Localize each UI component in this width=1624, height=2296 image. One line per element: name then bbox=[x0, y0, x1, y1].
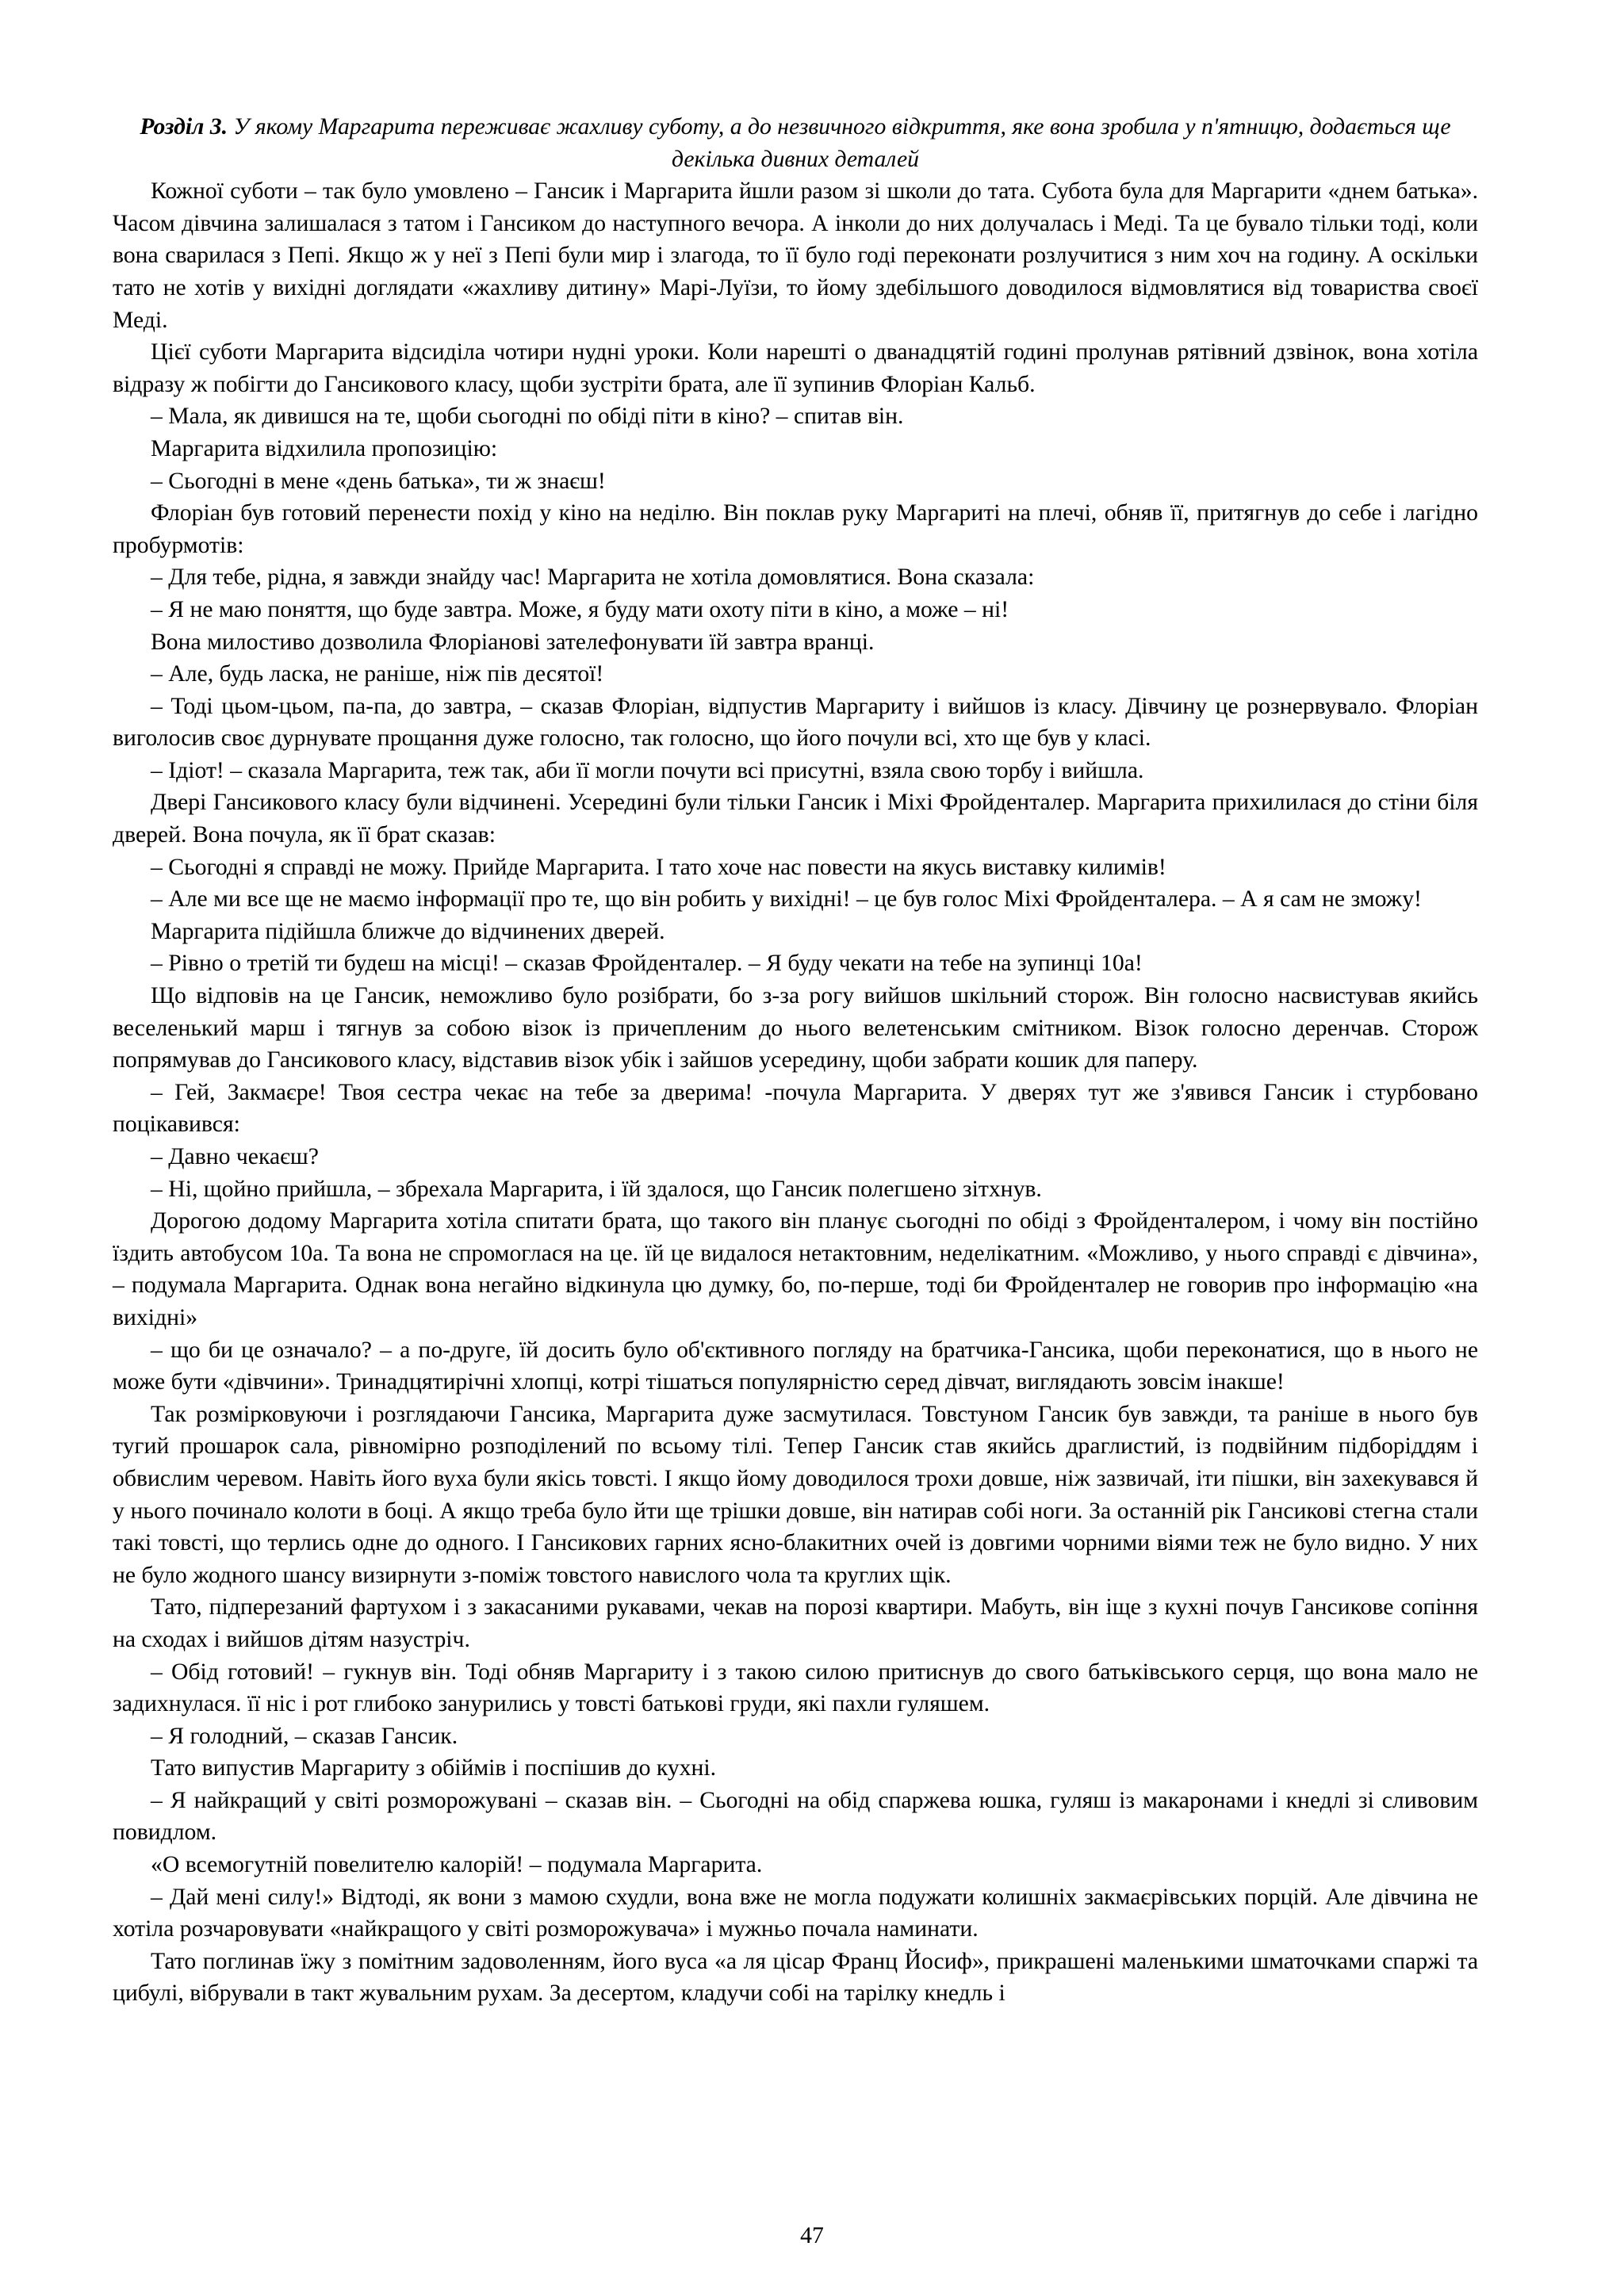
paragraph: Маргарита підійшла ближче до відчинених дверей. bbox=[151, 918, 665, 944]
paragraph: «О всемогутній повелителю калорій! – подумала Маргарита. bbox=[151, 1852, 763, 1878]
paragraph: Що відповів на це Гансик, неможливо було розібрати, бо з-за рогу вийшов шкільний сторож. Він голосно насвистував якийсь веселенький марш і тягнув за собою візок із причепленим до нього велетенським смітником. Візок голосно деренчав. Сторож попрямував до Гансикового класу, відставив візок убік і зайшов усередину, щоби забрати кошик для паперу. bbox=[113, 983, 1478, 1073]
paragraph: – Дай мені силу!» Відтоді, як вони з мамою схудли, вона вже не могла подужати колишніх закмаєрівських порцій. Але дівчина не хотіла розчаровувати «найкращого у світі розморожувача» і мужньо почала наминати. bbox=[113, 1884, 1478, 1942]
paragraph: Тато випустив Маргариту з обіймів і поспішив до кухні. bbox=[151, 1755, 717, 1781]
paragraph: – Ні, щойно прийшла, – збрехала Маргарита, і їй здалося, що Гансик полегшено зітхнув. bbox=[151, 1176, 1042, 1202]
paragraph: Так розмірковуючи і розглядаючи Гансика, Маргарита дуже засмутилася. Товстуном Гансик був завжди, та раніше в нього був тугий прошарок сала, рівномірно розподілений по всьому тілі. Тепер Гансик став якийсь драглистий, із подвійним підборіддям і обвислим черевом. Навіть його вуха були якісь товсті. І якщо йому доводилося трохи довше, ніж зазвичай, іти пішки, він захекувався й у нього починало колоти в боці. А якщо треба було йти ще трішки довше, він натирав собі ноги. За останній рік Гансикові стегна стали такі товсті, що терлись одне до одного. І Гансикових гарних ясно-блакитних очей із довгими чорними віями теж не було видно. У них не було жодного шансу визирнути з-поміж товстого навислого чола та круглих щік. bbox=[113, 1401, 1478, 1588]
body-text bbox=[113, 175, 1478, 2010]
paragraph: Флоріан був готовий перенести похід у кіно на неділю. Він поклав руку Маргариті на плечі, обняв її, притягнув до себе і лагідно пробурмотів: bbox=[113, 500, 1478, 558]
chapter-heading bbox=[113, 111, 1478, 175]
paragraph: – Обід готовий! – гукнув він. Тоді обняв Маргариту і з такою силою притиснув до свого батьківського серця, що вона мало не задихнулася. її ніс і рот глибоко занурились у товсті батькові груди, які пахли гуляшем. bbox=[113, 1659, 1478, 1717]
paragraph: Дорогою додому Маргарита хотіла спитати брата, що такого він планує сьогодні по обіді з Фройденталером, і чому він постійно їздить автобусом 10а. Та вона не спромоглася на це. їй це видалося нетактовним, неделікатним. «Можливо, у нього справді є дівчина», – подумала Маргарита. Однак вона негайно відкинула цю думку, бо, по-перше, тоді би Фройденталер не говорив про інформацію «на вихідні» bbox=[113, 1208, 1478, 1330]
paragraph: Вона милостиво дозволила Флоріанові зателефонувати їй завтра вранці. bbox=[151, 629, 875, 655]
paragraph: – Рівно о третій ти будеш на місці! – сказав Фройденталер. – Я буду чекати на тебе на зупинці 10а! bbox=[151, 951, 1143, 977]
page-number: 47 bbox=[800, 2223, 824, 2248]
paragraph: – Ідіот! – сказала Маргарита, теж так, аби її могли почути всі присутні, взяла свою торбу і вийшла. bbox=[151, 757, 1144, 783]
paragraph: – Мала, як дивишся на те, щоби сьогодні по обіді піти в кіно? – спитав він. bbox=[151, 404, 904, 430]
paragraph: – Я найкращий у світі розморожувані – сказав він. – Сьогодні на обід спаржева юшка, гуляш із макаронами і кнедлі зі сливовим повидлом. bbox=[113, 1787, 1478, 1846]
paragraph: – Сьогодні я справді не можу. Прийде Маргарита. І тато хоче нас повести на якусь виставку килимів! bbox=[151, 854, 1166, 880]
paragraph: – Але ми все ще не маємо інформації про те, що він робить у вихідні! – це був голос Міхі Фройденталера. – А я сам не зможу! bbox=[151, 886, 1422, 913]
paragraph: – Але, будь ласка, не раніше, ніж пів десятої! bbox=[151, 661, 604, 687]
paragraph: Тато, підперезаний фартухом і з закасаними рукавами, чекав на порозі квартири. Мабуть, він іще з кухні почув Гансикове сопіння на сходах і вийшов дітям назустріч. bbox=[113, 1594, 1478, 1652]
paragraph: – Я не маю поняття, що буде завтра. Може, я буду мати охоту піти в кіно, а може – ні! bbox=[151, 596, 1009, 622]
paragraph: – Для тебе, рідна, я завжди знайду час! Маргарита не хотіла домовлятися. Вона сказала: bbox=[151, 564, 1035, 591]
paragraph: – Давно чекаєш? bbox=[151, 1144, 319, 1169]
paragraph: – Я голодний, – сказав Гансик. bbox=[151, 1723, 458, 1749]
book-page bbox=[113, 111, 1478, 2010]
paragraph: – Гей, Закмаєре! Твоя сестра чекає на тебе за дверима! -почула Маргарита. У дверях тут же з'явився Гансик і стурбовано поцікавився: bbox=[113, 1079, 1478, 1138]
paragraph: Тато поглинав їжу з помітним задоволенням, його вуса «а ля цісар Франц Йосиф», прикрашені маленькими шматочками спаржі та цибулі, вібрували в такт жувальним рухам. За десертом, кладучи собі на тарілку кнедль і bbox=[113, 1948, 1478, 2007]
paragraph: – Сьогодні в мене «день батька», ти ж знаєш! bbox=[151, 468, 606, 494]
paragraph: Маргарита відхилила пропозицію: bbox=[151, 435, 498, 461]
paragraph: – Тоді цьом-цьом, па-па, до завтра, – сказав Флоріан, відпустив Маргариту і вийшов із класу. Дівчину це рознервувало. Флоріан виголосив своє дурнувате прощання дуже голосно, так голосно, що його почули всі, хто ще був у класі. bbox=[113, 693, 1478, 752]
paragraph: Двері Гансикового класу були відчинені. Усередині були тільки Гансик і Міхі Фройденталер. Маргарита прихилилася до стіни біля дверей. Вона почула, як її брат сказав: bbox=[113, 790, 1478, 848]
paragraph: – що би це означало? – а по-друге, їй досить було об'єктивного погляду на братчика-Гансика, щоби переконатися, що в нього не може бути «дівчини». Тринадцятирічні хлопці, котрі тішаться популярністю серед дівчат, виглядають зовсім інакше! bbox=[113, 1337, 1478, 1395]
chapter-label: Розділ 3. bbox=[140, 114, 228, 140]
paragraph: Цієї суботи Маргарита відсиділа чотири нудні уроки. Коли нарешті о дванадцятій годині пролунав рятівний дзвінок, вона хотіла відразу ж побігти до Гансикового класу, щоби зустріти брата, але її зупинив Флоріан Кальб. bbox=[113, 339, 1478, 397]
paragraph: Кожної суботи – так було умовлено – Гансик і Маргарита йшли разом зі школи до тата. Субота була для Маргарити «днем батька». Часом дівчина залишалася з татом і Гансиком до наступного вечора. А інколи до них долучалась і Меді. Та це бувало тільки тоді, коли вона сварилася з Пепі. Якщо ж у неї з Пепі були мир і злагода, то її було годі переконати розлучитися з ним хоч на годину. А оскільки тато не хотів у вихідні доглядати «жахливу дитину» Марі-Луїзи, то йому здебільшого доводилося відмовлятися від товариства своєї Меді. bbox=[113, 178, 1478, 333]
chapter-title: У якому Маргарита переживає жахливу суботу, а до незвичного відкриття, яке вона зробила у п'ятницю, додається ще декілька дивних деталей bbox=[233, 114, 1451, 172]
